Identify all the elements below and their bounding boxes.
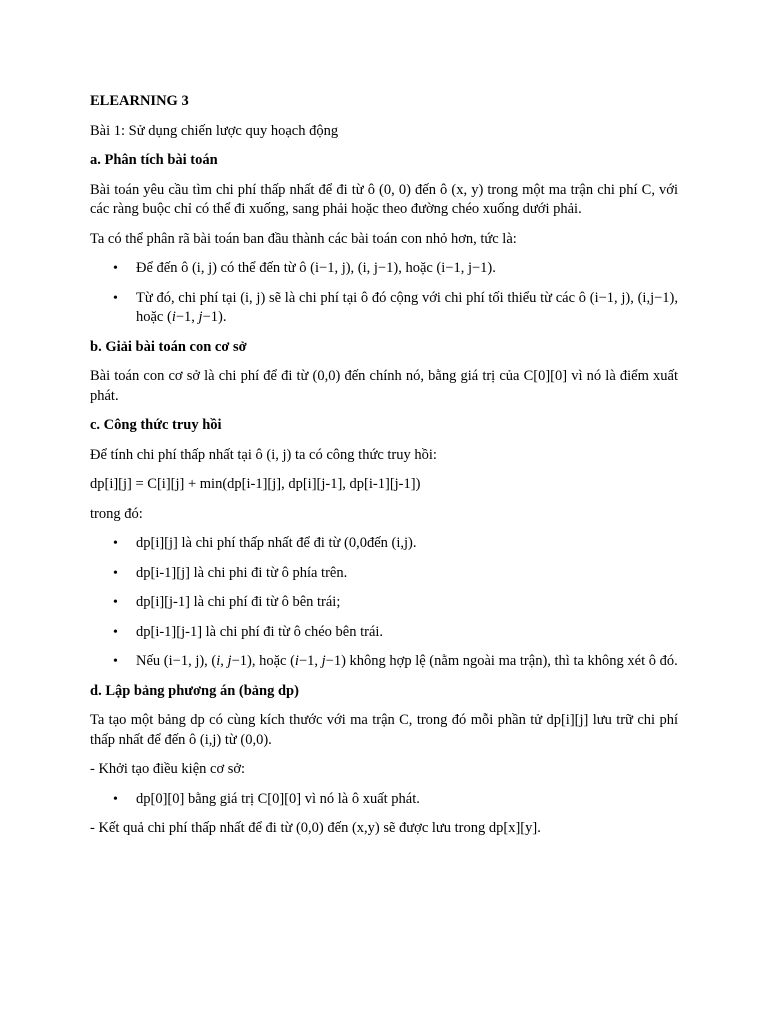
- list-item: [90, 259, 678, 279]
- list-item-text: ,: [220, 653, 228, 669]
- section-b-paragraph: Bài toán con cơ sở là chi phí để đi từ (0,0) đến chính nó, bằng giá trị của C[0][0] vì nó là điểm xuất phát.: [90, 368, 678, 404]
- bullet-icon: •: [113, 595, 118, 610]
- bullet-icon: •: [113, 624, 118, 640]
- list-item-text: −1,: [175, 309, 199, 325]
- list-item: [90, 623, 678, 643]
- list-item-text: −1), hoặc (: [231, 653, 295, 669]
- bullet-icon: •: [113, 791, 118, 807]
- list-item-text: Để đến ô (i, j) có thể đến từ ô (i−1, j), (i, j−1), hoặc (i−1, j−1).: [136, 260, 496, 276]
- list-item-text: Từ đó, chi phí tại (i, j) sẽ là chi phí tại ô đó cộng với chi phí tối thiểu từ các ô (i−1, j), (i,j−1), hoặc (: [136, 289, 678, 325]
- result-note: - Kết quả chi phí thấp nhất để đi từ (0,0) đến (x,y) sẽ được lưu trong dp[x][y].: [90, 820, 541, 836]
- section-d-paragraph: Ta tạo một bảng dp có cùng kích thước với ma trận C, trong đó mỗi phần tử dp[i][j] lưu trữ chi phí thấp nhất để đến ô (i,j) từ (0,0).: [90, 712, 678, 748]
- bullet-icon: •: [113, 565, 118, 581]
- recurrence-formula: dp[i][j] = C[i][j] + min(dp[i-1][j], dp[i][j-1], dp[i-1][j-1]): [90, 476, 421, 492]
- list-item-text: Nếu (i−1, j), (: [136, 653, 217, 669]
- section-c-heading: c. Công thức truy hồi: [90, 417, 222, 433]
- bullet-icon: •: [113, 290, 118, 306]
- math-var-i: i: [294, 653, 299, 669]
- exercise-title: Bài 1: Sử dụng chiến lược quy hoạch động: [90, 122, 339, 139]
- list-item-text: −1).: [202, 309, 227, 325]
- math-var-i: i: [171, 309, 176, 325]
- bullet-icon: •: [113, 654, 118, 669]
- document-page: [90, 92, 678, 849]
- math-var-j: j: [227, 653, 232, 669]
- bullet-icon: •: [113, 261, 118, 276]
- math-var-i: i: [216, 653, 221, 669]
- list-item-text: dp[0][0] bằng giá trị C[0][0] vì nó là ô xuất phát.: [136, 790, 420, 807]
- list-item: [90, 652, 678, 672]
- section-b-heading: b. Giải bài toán con cơ sở: [90, 338, 247, 355]
- list-item-text: dp[i][j-1] là chi phí đi từ ô bên trái;: [136, 594, 341, 610]
- list-item: [90, 534, 678, 554]
- section-c-paragraph: Để tính chi phí thấp nhất tại ô (i, j) ta có công thức truy hồi:: [90, 446, 437, 463]
- section-a-bullet-list: [90, 259, 678, 328]
- list-item-text: −1) không hợp lệ (nằm ngoài ma trận), thì ta không xét ô đó.: [325, 653, 678, 669]
- math-var-j: j: [321, 653, 326, 669]
- bullet-icon: •: [113, 536, 118, 551]
- section-a-paragraph-1: Bài toán yêu cầu tìm chi phí thấp nhất để đi từ ô (0, 0) đến ô (x, y) trong một ma trận chi phí C, với các ràng buộc chỉ có thể đi xuống, sang phải hoặc theo đường chéo xuống dưới phải.: [90, 181, 678, 217]
- section-c-bullet-list: [90, 534, 678, 672]
- list-item-text: −1,: [298, 653, 322, 669]
- section-a-heading: a. Phân tích bài toán: [90, 152, 218, 168]
- section-d-heading: d. Lập bảng phương án (bảng dp): [90, 682, 299, 699]
- document-title: ELEARNING 3: [90, 93, 189, 109]
- section-d-bullet-list: [90, 790, 678, 810]
- section-a-paragraph-2: Ta có thể phân rã bài toán ban đầu thành các bài toán con nhỏ hơn, tức là:: [90, 230, 517, 247]
- math-var-j: j: [198, 309, 203, 325]
- list-item: [90, 289, 678, 328]
- list-item: [90, 790, 678, 810]
- list-item: [90, 564, 678, 584]
- list-item-text: dp[i][j] là chi phí thấp nhất để đi từ (0,0đến (i,j).: [136, 535, 417, 551]
- list-item-text: dp[i-1][j] là chi phi đi từ ô phía trên.: [136, 564, 348, 581]
- where-label: trong đó:: [90, 505, 143, 522]
- list-item: [90, 593, 678, 613]
- init-condition-label: - Khởi tạo điều kiện cơ sở:: [90, 761, 246, 777]
- list-item-text: dp[i-1][j-1] là chi phí đi từ ô chéo bên trái.: [136, 623, 384, 640]
